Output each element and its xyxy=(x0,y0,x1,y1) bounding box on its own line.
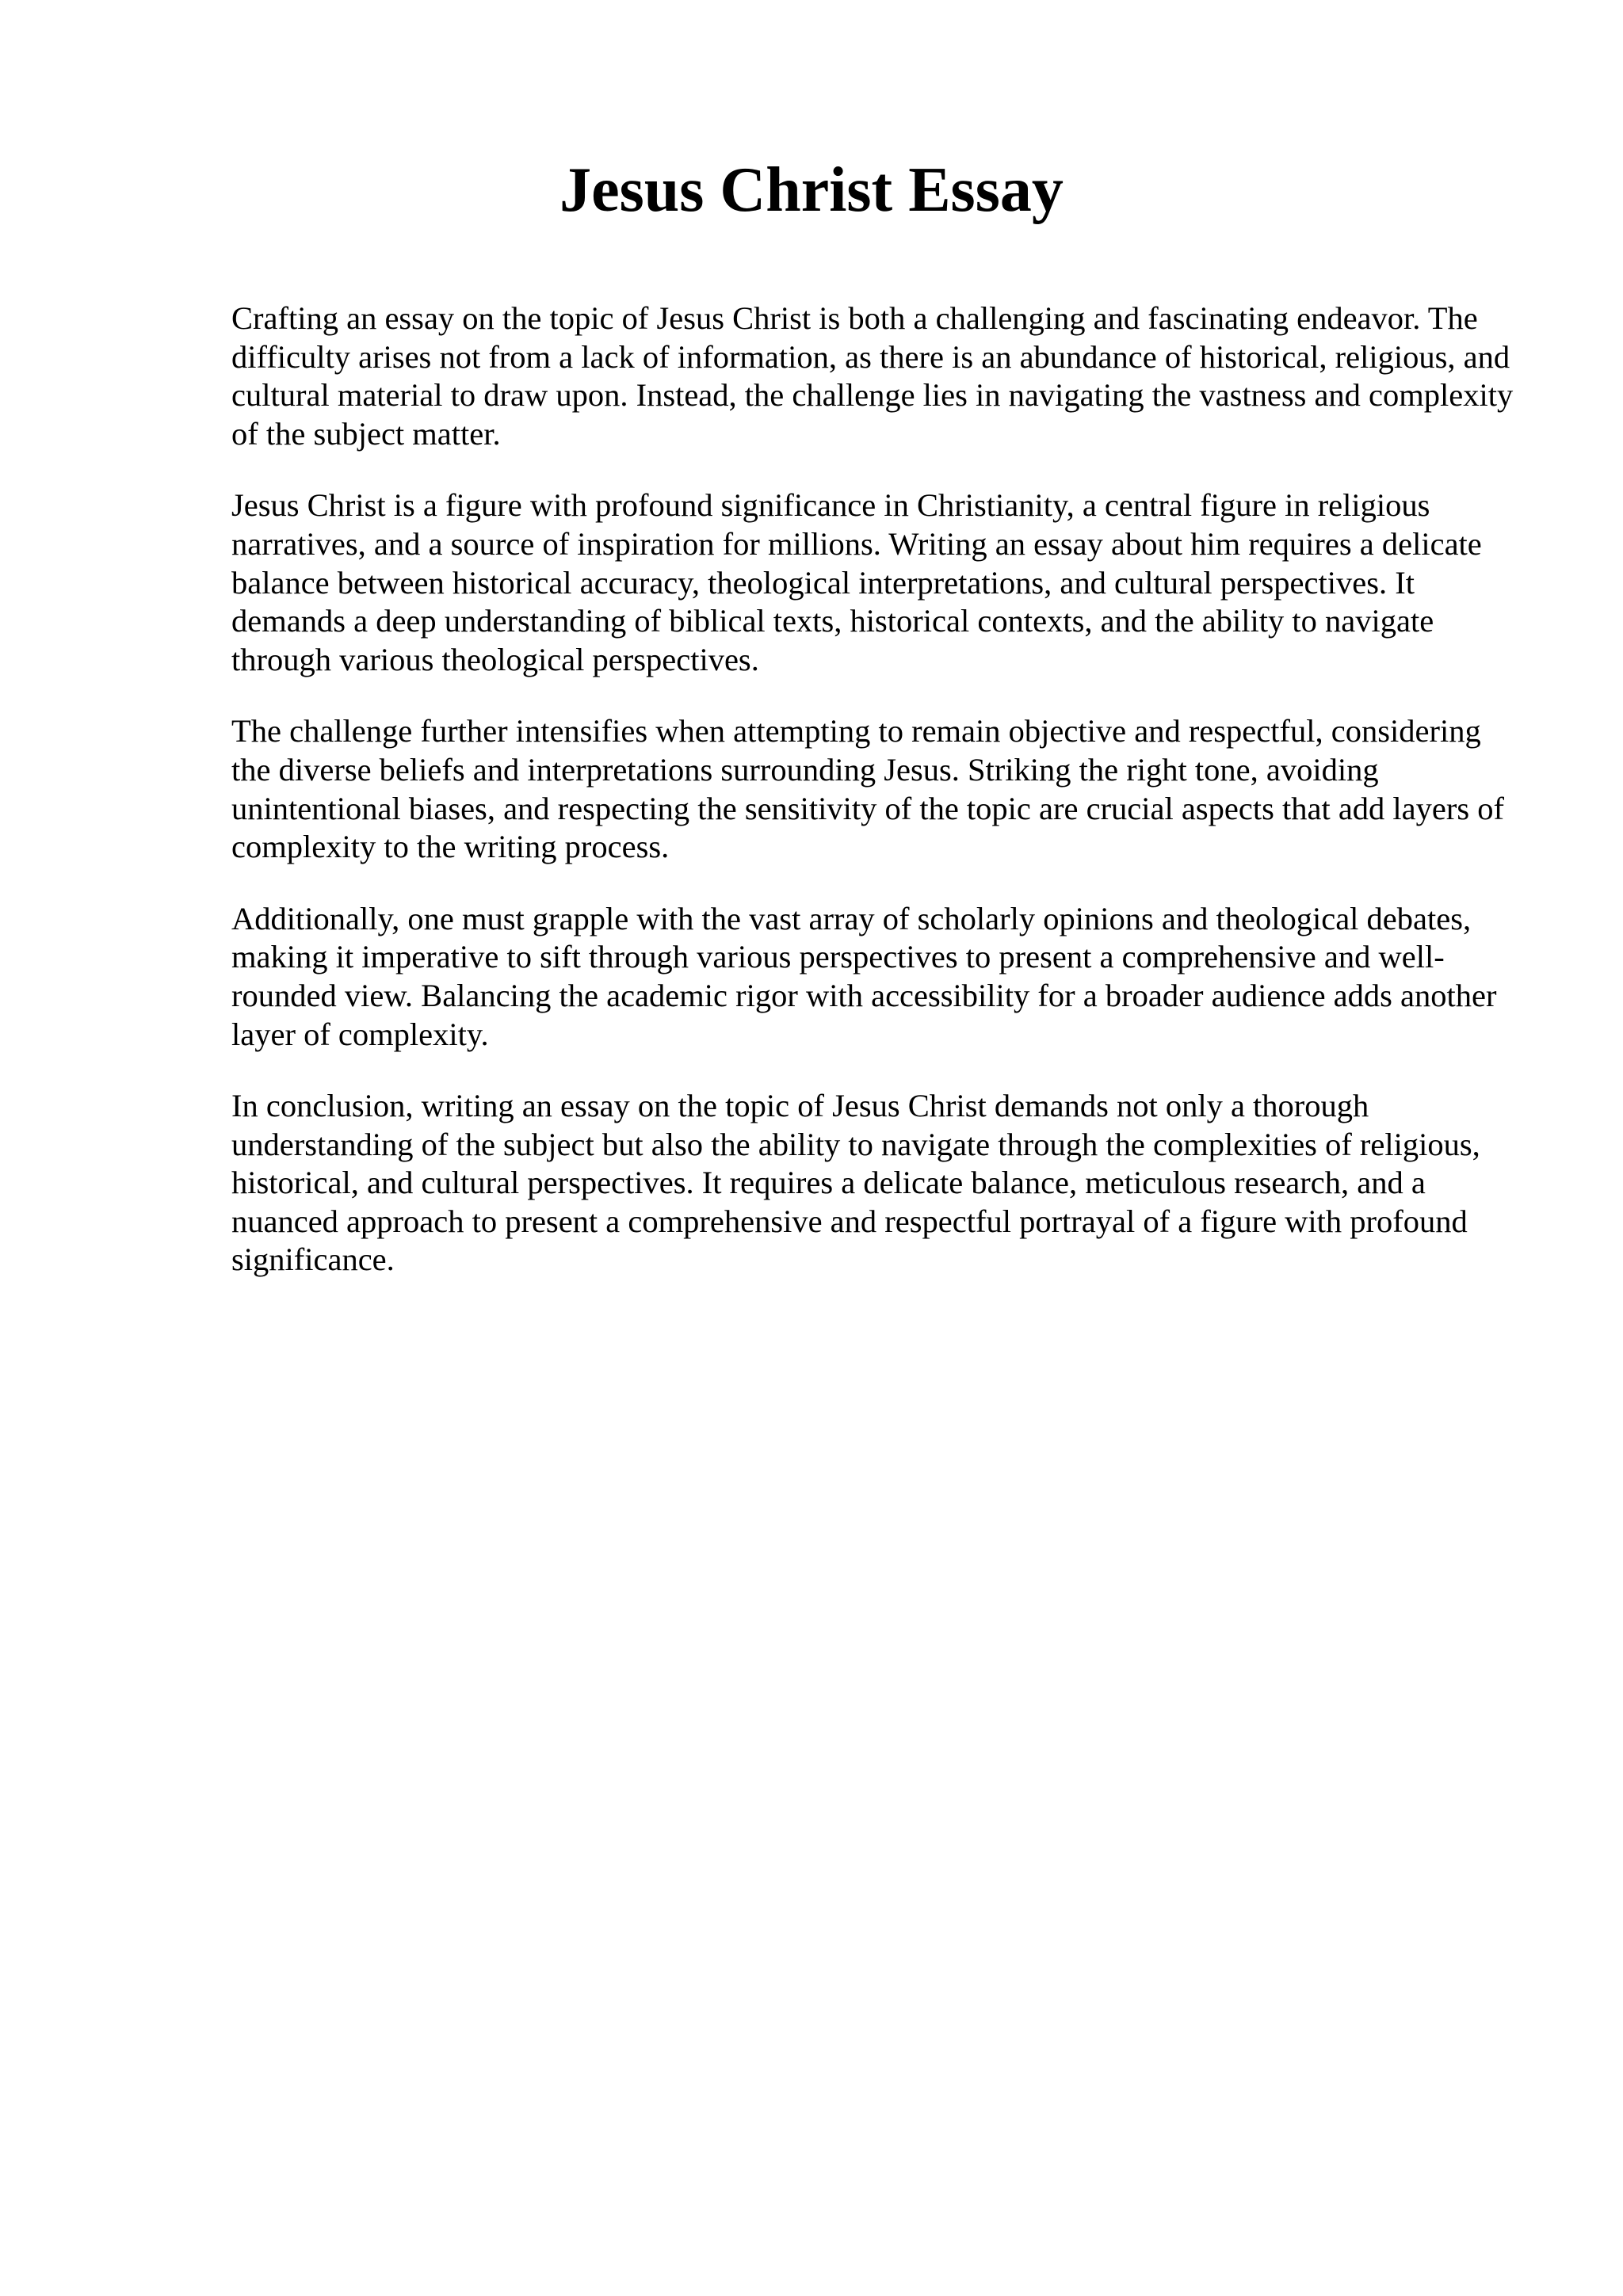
paragraph-1: Crafting an essay on the topic of Jesus Christ is both a challenging and fascinating endeavor. The difficulty arises not from a lack of information, as there is an abundance of historical, religious, and cultural material to draw upon. Instead, the challenge lies in navigating the vastness and complexity of the subject matter. xyxy=(231,300,1514,452)
paragraph-5: In conclusion, writing an essay on the topic of Jesus Christ demands not only a thorough understanding of the subject but also the ability to navigate through the complexities of religious, historical, and cultural perspectives. It requires a delicate balance, meticulous research, and a nuanced approach to present a comprehensive and respectful portrayal of a figure with profound significance. xyxy=(231,1088,1480,1278)
paragraph-2: Jesus Christ is a figure with profound significance in Christianity, a central figure in religious narratives, and a source of inspiration for millions. Writing an essay about him requires a delicate balance between historical accuracy, theological interpretations, and cultural perspectives. It demands a deep understanding of biblical texts, historical contexts, and the ability to navigate through various theological perspectives. xyxy=(231,487,1482,677)
document-title: Jesus Christ Essay xyxy=(559,155,1064,225)
document-body xyxy=(231,299,1515,1313)
paragraph-3: The challenge further intensifies when attempting to remain objective and respectful, considering the diverse beliefs and interpretations surrounding Jesus. Striking the right tone, avoiding unintentional biases, and respecting the sensitivity of the topic are crucial aspects that add layers of complexity to the writing process. xyxy=(231,713,1504,865)
paragraph-4: Additionally, one must grapple with the vast array of scholarly opinions and theological debates, making it imperative to sift through various perspectives to present a comprehensive and well-rounded view. Balancing the academic rigor with accessibility for a broader audience adds another layer of complexity. xyxy=(231,900,1497,1052)
